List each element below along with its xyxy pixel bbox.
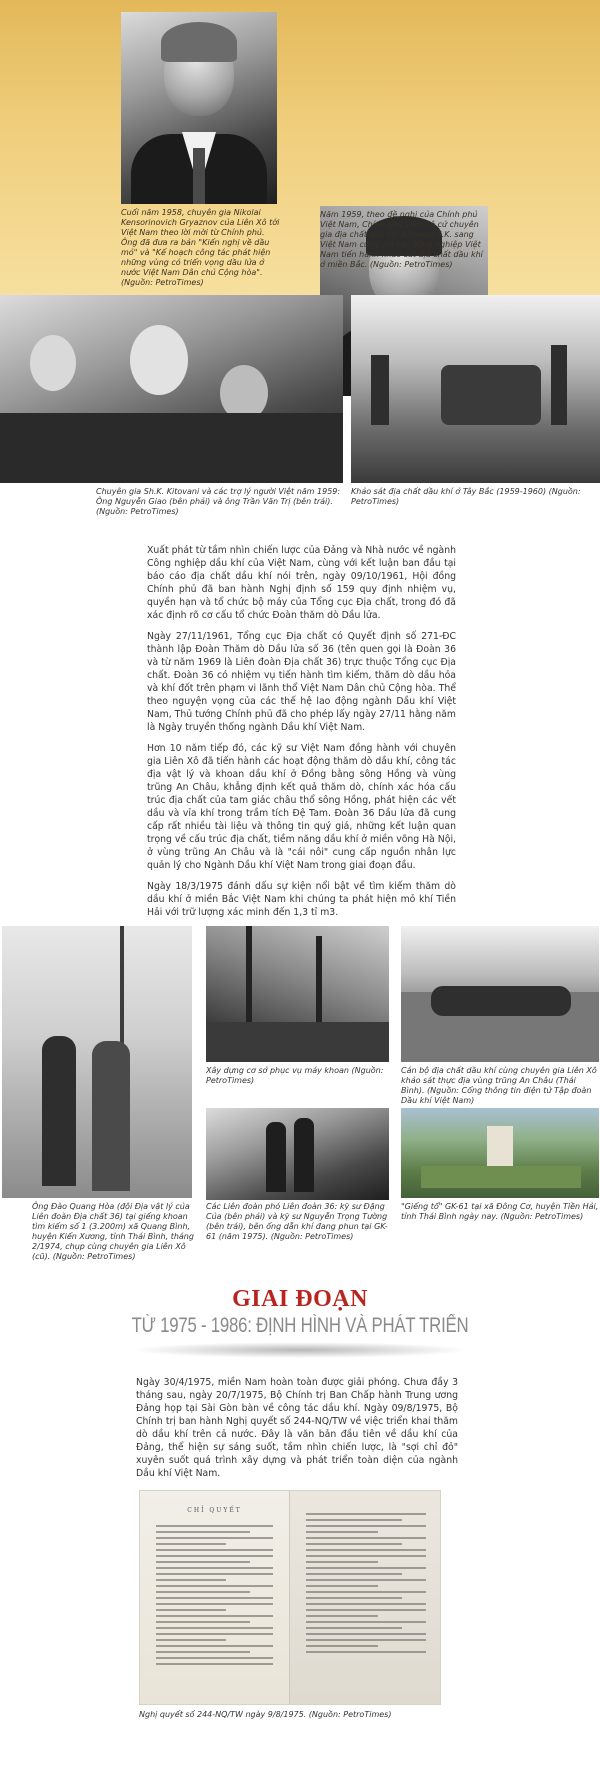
photo-can-bo (401, 926, 599, 1062)
caption-kitovani-1959: Năm 1959, theo đề nghị của Chính phủ Việt Nam, Chính phủ Liên Xô cử chuyên gia địa chất dầu khí Kitovani S.K. sang Việt Nam cùng với các đồng nghiệp Việt Nam tiến hành khảo sát địa chất dầu khí ở miền Bắc. (Nguồn: PetroTimes) (320, 210, 483, 269)
caption-nghi-quyet: Nghị quyết số 244-NQ/TW ngày 9/8/1975. (Nguồn: PetroTimes) (139, 1710, 392, 1719)
paragraph: Xuất phát từ tầm nhìn chiến lược của Đảng và Nhà nước về ngành Công nghiệp dầu khí của Việt Nam, cùng với kết luận ban đầu tại báo cáo địa chất dầu khí nói trên, ngày 09/10/1961, Hội đồng Chính phủ đã ban hành Nghị định số 159 quy định nhiệm vụ, quyền hạn và tổ chức bộ máy của Tổng cục Địa chất, trong đó đã xác định rõ cơ cấu tổ chức Đoàn thăm dò Dầu lửa. (147, 545, 456, 621)
section-heading-period: TỪ 1975 - 1986: ĐỊNH HÌNH VÀ PHÁT TRIỂN (131, 1314, 469, 1337)
paragraph: Ngày 27/11/1961, Tổng cục Địa chất có Quyết định số 271-ĐC thành lập Đoàn Thăm dò Dầu lửa số 36 (tên quen gọi là Đoàn 36 và từ năm 1969 là Liên đoàn Địa chất 36) trực thuộc Tổng cục Địa chất. Đoàn 36 có nhiệm vụ tiến hành tìm kiếm, thăm dò dầu hỏa và khí đốt trên phạm vi lãnh thổ Việt Nam Dân chủ Cộng hòa. Thể theo nguyện vọng của các thế hệ lao động ngành Dầu khí Việt Nam, Thủ tướng Chính phủ đã cho phép lấy ngày 27/11 hằng năm là Ngày truyền thống ngành Dầu khí Việt Nam. (147, 631, 456, 733)
paragraph: Ngày 18/3/1975 đánh dấu sự kiện nổi bật về tìm kiếm thăm dò dầu khí ở miền Bắc Việt Nam khi chúng ta phát hiện mỏ khí Tiền Hải với trữ lượng xác minh đến 1,3 tỉ m3. (147, 881, 456, 918)
caption-kitovani-assistants: Chuyên gia Sh.K. Kitovani và các trợ lý người Việt năm 1959: Ông Nguyễn Giao (bên phải) và ông Trần Văn Trị (bên trái). (Nguồn: PetroTimes) (96, 487, 341, 516)
caption-lien-doan-pho: Các Liên đoàn phó Liên đoàn 36: kỹ sư Đặng Của (bên phải) và kỹ sư Nguyễn Trọng Tường (bên trái), bên ống dẫn khí đang phun tại GK-61 (năm 1975). (Nguồn: PetroTimes) (206, 1202, 388, 1241)
caption-dao-quang-hoa: Ông Đào Quang Hòa (đội Địa vật lý của Liên đoàn Địa chất 36) tại giếng khoan tìm kiếm số 1 (3.200m) xã Quang Bình, huyện Kiến Xương, tỉnh Thái Bình, tháng 2/1974, chụp cùng chuyên gia Liên Xô (cũ). (Nguồn: PetroTimes) (32, 1202, 194, 1261)
photo-tay-bac-survey (351, 295, 600, 483)
photo-lien-doan-pho (206, 1108, 389, 1200)
caption-tay-bac: Khảo sát địa chất dầu khí ở Tây Bắc (1959-1960) (Nguồn: PetroTimes) (351, 487, 581, 506)
photo-dao-quang-hoa (2, 926, 192, 1198)
caption-gryaznov: Cuối năm 1958, chuyên gia Nikolai Kensorinovich Gryaznov của Liên Xô tới Việt Nam theo lời mời từ Chính phủ. Ông đã đưa ra bản "Kiến nghị về dầu mỏ" và "Kế hoạch công tác phát hiện những vùng có triển vọng dầu lửa ở nước Việt Nam Dân chủ Cộng hòa". (Nguồn: PetroTimes) (121, 208, 280, 287)
caption-xay-dung: Xây dựng cơ sở phục vụ máy khoan (Nguồn: PetroTimes) (206, 1066, 384, 1085)
article-body-2 (136, 1376, 458, 1488)
photo-xay-dung (206, 926, 389, 1062)
article-body-1 (147, 544, 456, 927)
document-title: CHỈ QUYẾT (187, 1507, 242, 1514)
caption-gieng-to: "Giếng tổ" GK-61 tại xã Đông Cơ, huyện Tiền Hải, tỉnh Thái Bình ngày nay. (Nguồn: PetroTimes) (401, 1202, 599, 1221)
photo-kitovani-assistants (0, 295, 343, 483)
heading-shadow (130, 1342, 470, 1358)
header-band (0, 0, 600, 295)
paragraph: Ngày 30/4/1975, miền Nam hoàn toàn được giải phóng. Chưa đầy 3 tháng sau, ngày 20/7/1975, Bộ Chính trị Ban Chấp hành Trung ương Đảng họp tại Sài Gòn bàn về công tác dầu khí. Ngày 09/8/1975, Bộ Chính trị ban hành Nghị quyết số 244-NQ/TW về việc triển khai thăm dò dầu khí trên cả nước. Đây là văn bản đầu tiên về dầu khí của Đảng, thể hiện sự sáng suốt, tầm nhìn chiến lược, là "sợi chỉ đỏ" xuyên suốt quá trình xây dựng và phát triển toàn diện của ngành Dầu khí Việt Nam. (136, 1377, 458, 1479)
portrait-gryaznov-photo (121, 12, 277, 204)
photo-nghi-quyet-244 (139, 1490, 441, 1705)
photo-gieng-to (401, 1108, 599, 1198)
caption-can-bo: Cán bộ địa chất dầu khí cùng chuyên gia Liên Xô khảo sát thực địa vùng trũng An Châu (Thái Bình). (Nguồn: Cổng thông tin điện tử Tập đoàn Dầu khí Việt Nam) (401, 1066, 597, 1105)
section-heading-giai-doan: GIAI ĐOẠN (232, 1286, 368, 1312)
paragraph: Hơn 10 năm tiếp đó, các kỹ sư Việt Nam đồng hành với chuyên gia Liên Xô đã tiến hành các hoạt động thăm dò dầu khí, công tác địa vật lý và khoan dầu khí ở Đồng bằng sông Hồng và vùng trũng An Châu, khẳng định kết quả thăm dò, chính xác hóa cấu trúc địa chất của tam giác châu thổ sông Hồng, phát hiện các vết dầu và vỉa khí trong trầm tích Đệ Tam. Đoàn 36 Dầu lửa đã cung cấp rất nhiều tài liệu và thông tin quý giá, những kết luận quan trọng về cấu trúc địa chất, tiềm năng dầu khí ở miền võng Hà Nội, ở vùng trũng An Châu và là "cái nôi" cung cấp nguồn nhân lực quản lý cho Ngành Dầu khí Việt Nam trong giai đoạn đầu. (147, 743, 456, 871)
